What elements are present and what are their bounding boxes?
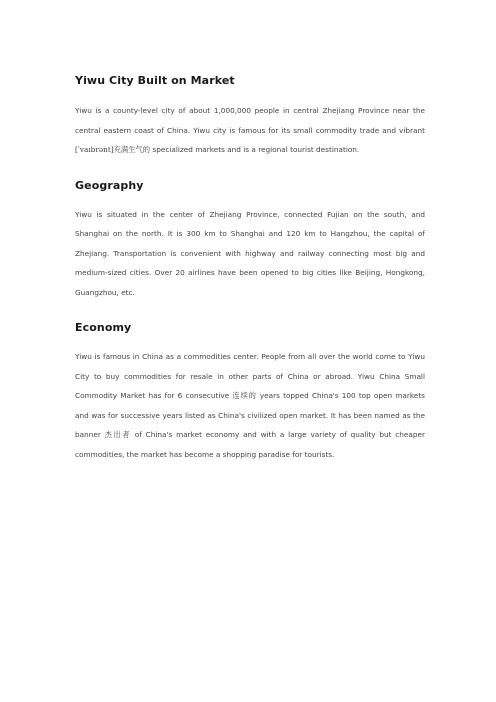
economy-text-part3: of China's market economy and with a large variety of quality but cheaper commodities, the market has become a shopping paradise for tourists. bbox=[75, 430, 425, 459]
page-title: Yiwu City Built on Market bbox=[75, 74, 235, 87]
economy-heading: Economy bbox=[75, 321, 132, 334]
intro-text-part2: specialized markets and is a regional tourist destination. bbox=[150, 145, 360, 154]
intro-paragraph bbox=[75, 101, 425, 160]
economy-annotation-consecutive: 连续的 bbox=[232, 391, 257, 400]
economy-annotation-banner: 杰出者 bbox=[104, 430, 131, 439]
geography-heading: Geography bbox=[75, 178, 144, 192]
economy-text-part1: Yiwu is famous in China as a commodities center. People from all over the world come to Yiwu City to buy commodities for resale in other parts of China or abroad. Yiwu China Small Commodity Market has for 6 consecutive bbox=[75, 352, 425, 400]
economy-paragraph bbox=[75, 347, 425, 464]
geography-paragraph: Yiwu is situated in the center of Zhejiang Province, connected Fujian on the south, and Shanghai on the north. It is 300 km to Shanghai and 120 km to Hangzhou, the capital of Zhejiang. Transportation is convenient with highway and railway connecting most big and medium-sized cities. Over 20 airlines have been opened to big cities like Beijing, Hongkong, Guangzhou, etc. bbox=[75, 209, 425, 297]
document-content bbox=[75, 74, 425, 464]
economy-text-part2: years topped China's 100 top open markets and was for successive years listed as China's civilized open market. It has been named as the banner bbox=[75, 391, 425, 439]
intro-text-part1: Yiwu is a county-level city of about 1,000,000 people in central Zhejiang Province near the central eastern coast of China. Yiwu city is famous for its small commodity trade and vibrant bbox=[75, 106, 425, 135]
intro-annotation: [ˈvaɪbrənt]充满生气的 bbox=[75, 145, 151, 154]
